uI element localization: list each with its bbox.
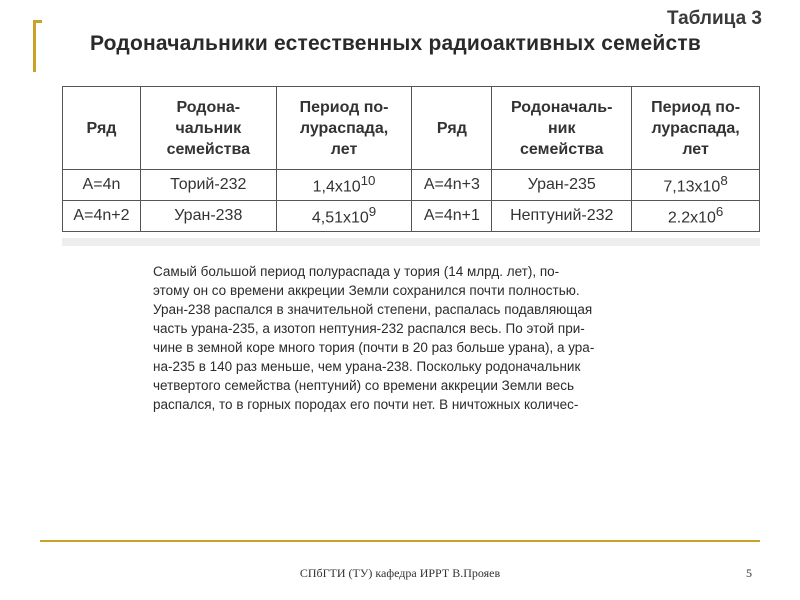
- paragraph-line: распался, то в горных породах его почти нет. В ничтожных количес-: [153, 397, 579, 412]
- cell-progenitor: Нептуний-232: [492, 201, 632, 232]
- paragraph-line: четвертого семейства (нептуний) со времени аккреции Земли весь: [153, 378, 575, 393]
- paragraph-line: чине в земной коре много тория (почти в 20 раз больше урана), а ура-: [153, 340, 595, 355]
- paragraph-line: этому он со времени аккреции Земли сохранился почти полностью.: [153, 283, 580, 298]
- half-life-mantissa: 2.2x10: [667, 209, 716, 227]
- header-series: Ряд: [63, 87, 141, 170]
- half-life-exponent: 9: [368, 204, 377, 220]
- cell-half-life: [632, 170, 760, 201]
- half-life-exponent: 10: [360, 173, 376, 189]
- header-half-life: Период по- лураспада, лет: [276, 87, 412, 170]
- accent-bar: [33, 20, 36, 72]
- table-caption: Таблица 3: [666, 8, 762, 29]
- footer-rule: [40, 540, 760, 542]
- cell-progenitor: Уран-235: [492, 170, 632, 201]
- half-life-mantissa: 7,13x10: [663, 178, 721, 196]
- header-progenitor: Родона- чальник семейства: [140, 87, 276, 170]
- scan-edge-strip: [62, 238, 760, 246]
- header-progenitor: Родоначаль- ник семейства: [492, 87, 632, 170]
- paragraph-line: часть урана-235, а изотоп нептуния-232 распался весь. По этой при-: [153, 321, 585, 336]
- cell-progenitor: Торий-232: [140, 170, 276, 201]
- half-life-exponent: 8: [720, 173, 728, 189]
- cell-half-life: [276, 201, 412, 232]
- cell-progenitor: Уран-238: [140, 201, 276, 232]
- page-number: 5: [746, 566, 752, 580]
- paragraph-line: Самый большой период полураспада у тория (14 млрд. лет), по-: [153, 264, 560, 279]
- slide-title: Родоначальники естественных радиоактивных семейств: [90, 32, 701, 55]
- cell-series: A=4n+3: [412, 170, 492, 201]
- table-row: [63, 201, 760, 232]
- cell-series: A=4n+1: [412, 201, 492, 232]
- table-container: [62, 86, 760, 232]
- table-header-row: [63, 87, 760, 170]
- accent-tick: [33, 20, 42, 23]
- radioactive-families-table: [62, 86, 760, 232]
- header-series: Ряд: [412, 87, 492, 170]
- half-life-exponent: 6: [715, 204, 724, 220]
- half-life-mantissa: 4,51x10: [311, 209, 369, 227]
- footer-text: СПбГТИ (ТУ) кафедра ИРРТ В.Прояев: [299, 566, 501, 580]
- body-paragraph: [153, 262, 623, 414]
- paragraph-line: на-235 в 140 раз меньше, чем урана-238. Поскольку родоначальник: [153, 359, 581, 374]
- paragraph-line: Уран-238 распался в значительной степени, распалась подавляющая: [153, 302, 593, 317]
- cell-series: A=4n+2: [63, 201, 141, 232]
- cell-half-life: [276, 170, 412, 201]
- header-half-life: Период по- лураспада, лет: [632, 87, 760, 170]
- cell-series: A=4n: [63, 170, 141, 201]
- table-row: [63, 170, 760, 201]
- cell-half-life: [632, 201, 760, 232]
- half-life-mantissa: 1,4x10: [312, 178, 361, 196]
